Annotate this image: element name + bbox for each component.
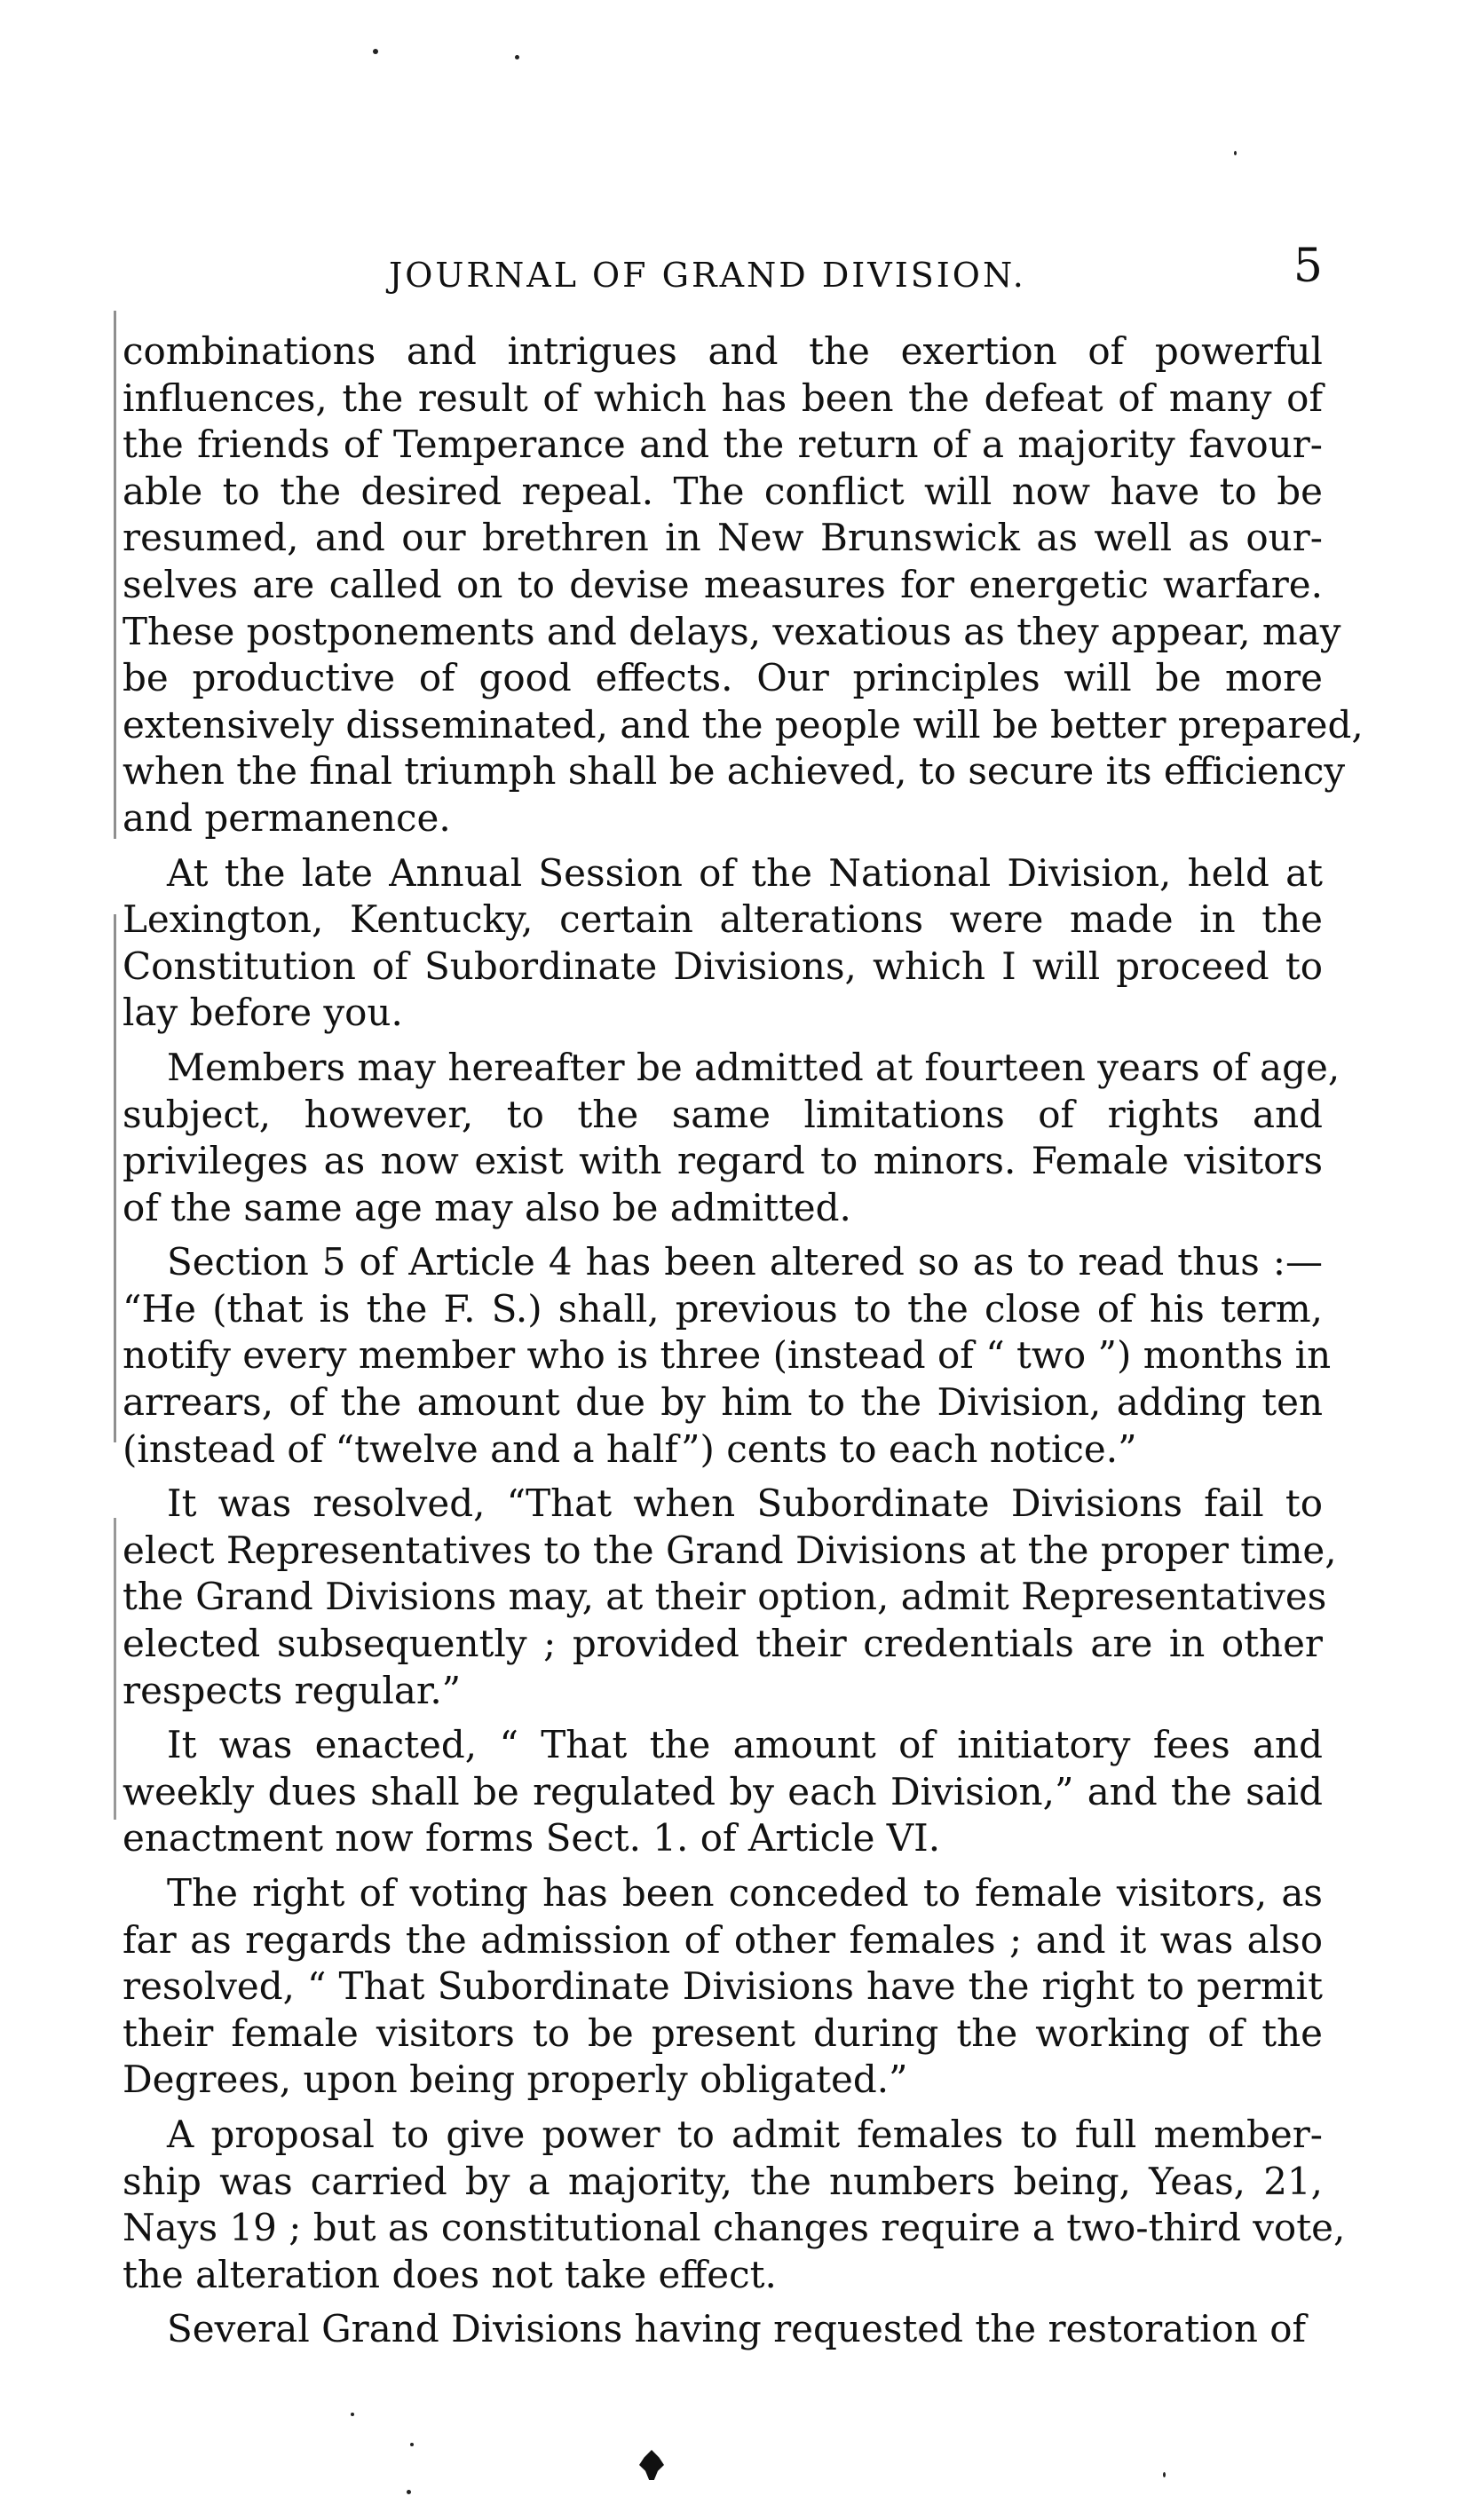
text-line: weekly dues shall be regulated by each Division,” and the said [123,1769,1323,1813]
paragraph [123,1239,1332,1473]
paragraph [123,1481,1337,1714]
text-line: elect Representatives to the Grand Divisions at the proper time, [123,1528,1337,1572]
text-line: respects regular.” [123,1668,462,1712]
text-line: their female visitors to be present during the working of the [123,2010,1323,2055]
ink-speck [1234,151,1237,155]
ink-speck [515,55,519,59]
paragraph [123,328,1364,842]
text-line: subject, however, to the same limitations of rights and [123,1092,1323,1136]
text-line: selves are called on to devise measures for energetic warfare. [123,562,1323,606]
text-line: the alteration does not take effect. [123,2252,777,2296]
text-line: At the late Annual Session of the National Division, held at [167,850,1323,895]
text-line: Several Grand Divisions having requested the restoration of [167,2307,1307,2351]
paragraph [123,1722,1323,1862]
ink-speck [410,2443,414,2446]
text-line: The right of voting has been conceded to female visitors, as [167,1871,1323,1915]
text-line: It was enacted, “ That the amount of initiatory fees and [167,1723,1323,1767]
text-line: influences, the result of which has been the defeat of many of [123,375,1323,420]
text-line: be productive of good effects. Our principles will be more [123,656,1323,700]
text-line: far as regards the admission of other females ; and it was also [123,1917,1323,1962]
paragraph [123,2112,1346,2298]
text-line: Degrees, upon being properly obligated.” [123,2058,908,2102]
text-line: resumed, and our brethren in New Brunswick as well as our- [123,516,1323,560]
page-header [123,240,1323,302]
text-line: extensively disseminated, and the people will be better prepared, [123,702,1364,747]
binding-margin-mark [114,311,116,1820]
paragraph [123,2306,1323,2353]
page-number: 5 [1293,240,1323,293]
text-line: ship was carried by a majority, the numbers being, Yeas, 21, [123,2159,1323,2203]
text-line: combinations and intrigues and the exertion of powerful [123,329,1323,373]
text-line: when the final triumph shall be achieved, to secure its efficiency [123,749,1346,794]
text-line: “He (that is the F. S.) shall, previous to the close of his term, [123,1286,1323,1331]
running-title: JOURNAL OF GRAND DIVISION. [389,256,1026,295]
text-line: resolved, “ That Subordinate Divisions have the right to permit [123,1964,1323,2009]
text-line: elected subsequently ; provided their credentials are in other [123,1622,1323,1666]
text-line: These postponements and delays, vexatious as they appear, may [123,609,1341,653]
text-line: of the same age may also be admitted. [123,1185,851,1229]
text-line: notify every member who is three (instead of “ two ”) months in [123,1333,1332,1378]
ornament-icon [639,2450,664,2480]
text-line: (instead of “twelve and a half”) cents to each notice.” [123,1426,1137,1471]
text-line: the friends of Temperance and the return of a majority favour- [123,423,1323,467]
ink-speck [407,2490,411,2494]
text-line: and permanence. [123,795,451,840]
ink-speck [373,49,378,54]
ink-speck [1163,2472,1166,2477]
text-line: lay before you. [123,991,403,1035]
paragraph [123,1870,1323,2104]
text-line: Members may hereafter be admitted at fourteen years of age, [167,1045,1340,1089]
text-line: Constitution of Subordinate Divisions, which I will proceed to [123,944,1323,988]
text-line: the Grand Divisions may, at their option, admit Representatives [123,1575,1327,1619]
text-line: Lexington, Kentucky, certain alterations were made in the [123,897,1323,942]
body-text [123,328,1364,2361]
text-line: arrears, of the amount due by him to the Division, adding ten [123,1380,1323,1425]
text-line: It was resolved, “That when Subordinate Divisions fail to [167,1481,1323,1526]
text-line: enactment now forms Sect. 1. of Article VI. [123,1816,941,1860]
text-line: able to the desired repeal. The conflict will now have to be [123,469,1323,513]
text-line: A proposal to give power to admit females to full member- [167,2112,1323,2156]
paragraph [123,1045,1340,1231]
paragraph [123,850,1323,1037]
text-line: privileges as now exist with regard to minors. Female visitors [123,1139,1323,1183]
ink-speck [351,2413,354,2416]
text-line: Nays 19 ; but as constitutional changes require a two-third vote, [123,2206,1346,2250]
text-line: Section 5 of Article 4 has been altered so as to read thus :— [167,1240,1323,1284]
